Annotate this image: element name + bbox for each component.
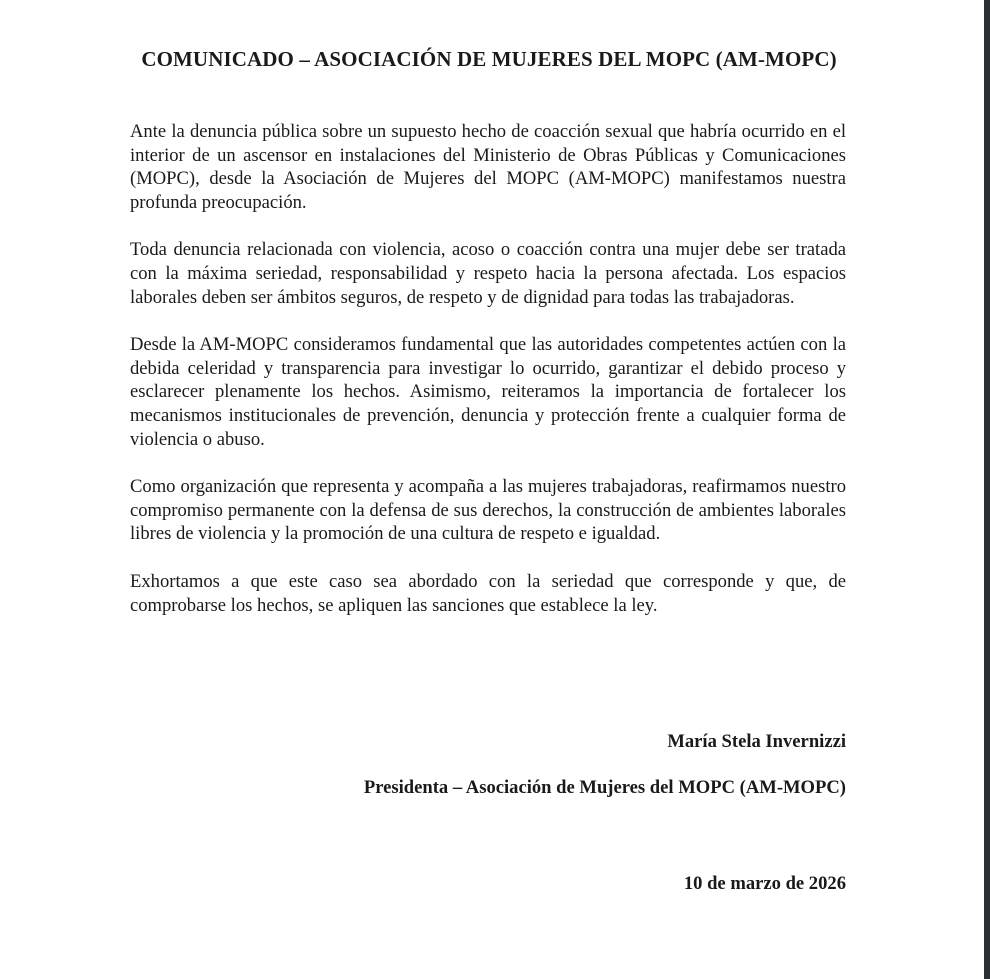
paragraph-3: Desde la AM-MOPC consideramos fundamental que las autoridades competentes actúen con la debida celeridad y transparencia para investigar lo ocurrido, garantizar el debido proceso y esclarecer plenamente los hechos. Asimismo, reiteramos la importancia de fortalecer los mecanismos institucionales de prevención, denuncia y protección frente a cualquier forma de violencia o abuso.	[130, 334, 846, 450]
document-body	[130, 120, 846, 641]
paragraph-2: Toda denuncia relacionada con violencia, acoso o coacción contra una mujer debe ser tratada con la máxima seriedad, responsabilidad y respeto hacia la persona afectada. Los espacios laborales deben ser ámbitos seguros, de respeto y de dignidad para todas las trabajadoras.	[130, 239, 846, 308]
paragraph-5: Exhortamos a que este caso sea abordado con la seriedad que corresponde y que, de comprobarse los hechos, se apliquen las sanciones que establece la ley.	[130, 570, 846, 616]
paragraph-1: Ante la denuncia pública sobre un supuesto hecho de coacción sexual que habría ocurrido en el interior de un ascensor en instalaciones del Ministerio de Obras Públicas y Comunicaciones (MOPC), desde la Asociación de Mujeres del MOPC (AM-MOPC) manifestamos nuestra profunda preocupación.	[130, 121, 846, 213]
signature-role: Presidenta – Asociación de Mujeres del MOPC (AM-MOPC)	[363, 777, 846, 798]
document-date: 10 de marzo de 2026	[683, 873, 846, 894]
paragraph-4: Como organización que representa y acompaña a las mujeres trabajadoras, reafirmamos nuestro compromiso permanente con la defensa de sus derechos, la construcción de ambientes laborales libres de violencia y la promoción de una cultura de respeto e igualdad.	[130, 476, 846, 545]
document-title: COMUNICADO – ASOCIACIÓN DE MUJERES DEL MOPC (AM-MOPC)	[141, 47, 837, 71]
signature-name: María Stela Invernizzi	[667, 731, 846, 752]
